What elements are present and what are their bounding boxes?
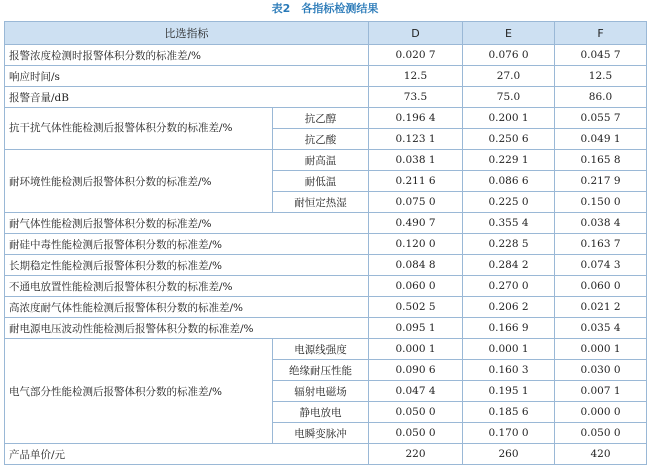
table-caption: 表2 各指标检测结果 [271,2,379,15]
table-row [5,255,647,276]
value-e: 0.228 5 [463,234,555,255]
value-e: 0.170 0 [463,423,555,444]
metric-cell: 响应时间/s [5,66,369,87]
value-e: 0.200 1 [463,108,555,129]
group-metric-anti-gas: 抗干扰气体性能检测后报警体积分数的标准差/% [5,108,273,150]
value-f: 0.035 4 [555,318,647,339]
value-d: 0.095 1 [369,318,463,339]
value-e: 0.270 0 [463,276,555,297]
metric-cell: 耐气体性能检测后报警体积分数的标准差/% [5,213,369,234]
metric-cell: 耐硅中毒性能检测后报警体积分数的标准差/% [5,234,369,255]
header-f: F [555,22,647,45]
value-f: 0.000 1 [555,339,647,360]
value-d: 0.075 0 [369,192,463,213]
value-f: 0.165 8 [555,150,647,171]
sub-metric: 抗乙醇 [273,108,369,129]
value-d: 12.5 [369,66,463,87]
table-row [5,339,647,360]
metric-cell: 报警音量/dB [5,87,369,108]
sub-metric: 耐恒定热湿 [273,192,369,213]
value-e: 0.284 2 [463,255,555,276]
value-d: 0.060 0 [369,276,463,297]
value-f: 0.021 2 [555,297,647,318]
sub-metric: 耐低温 [273,171,369,192]
value-d: 0.084 8 [369,255,463,276]
value-e: 0.166 9 [463,318,555,339]
value-e: 0.000 1 [463,339,555,360]
table-row [5,108,647,129]
group-metric-env: 耐环境性能检测后报警体积分数的标准差/% [5,150,273,213]
value-e: 75.0 [463,87,555,108]
sub-metric: 绝缘耐压性能 [273,360,369,381]
value-e: 0.086 6 [463,171,555,192]
table-row [5,150,647,171]
sub-metric: 电源线强度 [273,339,369,360]
table-row [5,45,647,66]
value-f: 0.050 0 [555,423,647,444]
value-e: 0.076 0 [463,45,555,66]
value-f: 0.030 0 [555,360,647,381]
sub-metric: 耐高温 [273,150,369,171]
header-e: E [463,22,555,45]
value-e: 0.250 6 [463,129,555,150]
table-row [5,213,647,234]
value-f: 0.007 1 [555,381,647,402]
value-e: 0.355 4 [463,213,555,234]
value-f: 0.045 7 [555,45,647,66]
header-metric: 比选指标 [5,22,369,45]
value-e: 0.225 0 [463,192,555,213]
value-d: 0.090 6 [369,360,463,381]
sub-metric: 抗乙酸 [273,129,369,150]
value-f: 0.049 1 [555,129,647,150]
table-row [5,444,647,465]
sub-metric: 静电放电 [273,402,369,423]
results-table [4,21,647,465]
value-d: 0.196 4 [369,108,463,129]
value-d: 220 [369,444,463,465]
value-d: 0.038 1 [369,150,463,171]
table-row [5,276,647,297]
value-d: 73.5 [369,87,463,108]
value-f: 0.163 7 [555,234,647,255]
value-e: 260 [463,444,555,465]
value-e: 0.160 3 [463,360,555,381]
value-f: 420 [555,444,647,465]
metric-cell: 产品单价/元 [5,444,369,465]
value-d: 0.502 5 [369,297,463,318]
value-d: 0.050 0 [369,402,463,423]
value-d: 0.123 1 [369,129,463,150]
value-f: 0.074 3 [555,255,647,276]
value-f: 0.038 4 [555,213,647,234]
value-d: 0.490 7 [369,213,463,234]
metric-cell: 高浓度耐气体性能检测后报警体积分数的标准差/% [5,297,369,318]
metric-cell: 不通电放置性能检测后报警体积分数的标准差/% [5,276,369,297]
value-d: 0.000 1 [369,339,463,360]
table-row [5,87,647,108]
table-row [5,66,647,87]
table-row [5,297,647,318]
value-e: 0.229 1 [463,150,555,171]
value-f: 0.150 0 [555,192,647,213]
value-e: 0.195 1 [463,381,555,402]
value-f: 0.217 9 [555,171,647,192]
header-row [5,22,647,45]
value-f: 0.060 0 [555,276,647,297]
value-d: 0.120 0 [369,234,463,255]
value-e: 0.206 2 [463,297,555,318]
value-e: 27.0 [463,66,555,87]
value-d: 0.020 7 [369,45,463,66]
value-d: 0.211 6 [369,171,463,192]
metric-cell: 长期稳定性能检测后报警体积分数的标准差/% [5,255,369,276]
metric-cell: 报警浓度检测时报警体积分数的标准差/% [5,45,369,66]
table-row [5,234,647,255]
value-d: 0.050 0 [369,423,463,444]
header-d: D [369,22,463,45]
value-e: 0.185 6 [463,402,555,423]
value-d: 0.047 4 [369,381,463,402]
sub-metric: 辐射电磁场 [273,381,369,402]
value-f: 0.000 0 [555,402,647,423]
value-f: 12.5 [555,66,647,87]
value-f: 0.055 7 [555,108,647,129]
value-f: 86.0 [555,87,647,108]
group-metric-electrical: 电气部分性能检测后报警体积分数的标准差/% [5,339,273,444]
sub-metric: 电瞬变脉冲 [273,423,369,444]
table-row [5,318,647,339]
metric-cell: 耐电源电压波动性能检测后报警体积分数的标准差/% [5,318,369,339]
